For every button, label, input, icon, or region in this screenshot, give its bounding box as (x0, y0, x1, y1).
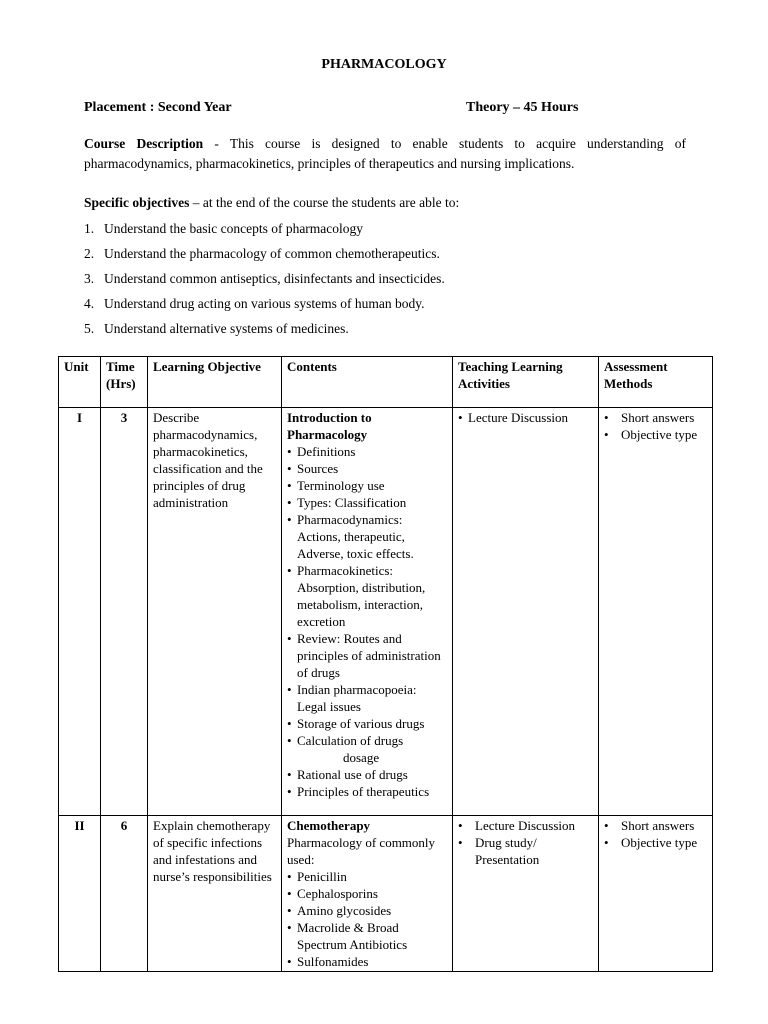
header-time: Time (Hrs) (101, 357, 148, 408)
theory-hours-label: Theory – 45 Hours (466, 100, 579, 115)
list-item: • Sulfonamides (287, 953, 447, 970)
objective-number: 4. (84, 296, 95, 311)
header-contents: Contents (282, 357, 453, 408)
page-title: PHARMACOLOGY (321, 57, 447, 72)
objective-text: Understand alternative systems of medicines. (104, 321, 349, 336)
list-item: • Indian pharmacopoeia: Legal issues (287, 681, 447, 715)
contents-intro: Pharmacology of commonly used: (287, 835, 436, 867)
objective-item (84, 221, 445, 246)
teaching-list (458, 817, 593, 868)
contents-cell (282, 816, 453, 972)
unit-cell: I (59, 408, 101, 816)
list-item-continuation: dosage (343, 750, 380, 765)
header-teaching: Teaching Learning Activities (453, 357, 599, 408)
time-cell: 3 (101, 408, 148, 816)
course-description-text: - This course is designed to enable students to acquire understanding of pharmacodynamics, pharmacokinetics, principles of therapeutics and nursing implications. (84, 136, 686, 171)
teaching-list (458, 409, 593, 426)
list-item: • Principles of therapeutics (287, 783, 447, 800)
list-item: • Lecture Discussion (458, 409, 593, 426)
objective-text: Understand common antiseptics, disinfectants and insecticides. (104, 271, 445, 286)
list-item: • Rational use of drugs (287, 766, 447, 783)
contents-cell (282, 408, 453, 816)
assessment-cell (599, 816, 713, 972)
list-item: • Amino glycosides (287, 902, 447, 919)
contents-title: Chemotherapy (287, 818, 371, 833)
header-assessment: Assessment Methods (599, 357, 713, 408)
objective-number: 2. (84, 246, 95, 261)
contents-title: Introduction to Pharmacology (287, 410, 372, 442)
time-cell: 6 (101, 816, 148, 972)
header-objective: Learning Objective (148, 357, 282, 408)
list-item: • Penicillin (287, 868, 447, 885)
list-item-text: Calculation of drugs (297, 733, 404, 748)
contents-list (287, 443, 447, 800)
list-item: • Storage of various drugs (287, 715, 447, 732)
specific-objectives-intro (84, 195, 459, 211)
teaching-cell (453, 408, 599, 816)
objective-text: Understand the basic concepts of pharmacology (104, 221, 364, 236)
objective-item (84, 321, 445, 346)
objective-text: Understand the pharmacology of common chemotherapeutics. (104, 246, 440, 261)
course-table (58, 356, 713, 972)
objective-text: Understand drug acting on various systems of human body. (104, 296, 425, 311)
objective-cell: Explain chemotherapy of specific infections and infestations and nurse’s responsibilities (148, 816, 282, 972)
course-description-label: Course Description (84, 136, 204, 151)
list-item: • Lecture Discussion (458, 817, 593, 834)
list-item: • Short answers (604, 409, 707, 426)
list-item: • Sources (287, 460, 447, 477)
assessment-list (604, 409, 707, 443)
header-unit: Unit (59, 357, 101, 408)
specific-objectives-label: Specific objectives (84, 195, 190, 210)
objective-cell: Describe pharmacodynamics, pharmacokinetics, classification and the principles of drug administration (148, 408, 282, 816)
course-description (84, 134, 686, 174)
table-row (59, 816, 713, 972)
objective-number: 3. (84, 271, 95, 286)
objectives-list (84, 221, 445, 346)
list-item: • Terminology use (287, 477, 447, 494)
objective-item (84, 246, 445, 271)
objective-item (84, 296, 445, 321)
list-item: • Short answers (604, 817, 707, 834)
objective-item (84, 271, 445, 296)
list-item: • Definitions (287, 443, 447, 460)
teaching-cell (453, 816, 599, 972)
unit-cell: II (59, 816, 101, 972)
list-item: • Pharmacokinetics: Absorption, distribution, metabolism, interaction, excretion (287, 562, 447, 630)
list-item: • Macrolide & Broad Spectrum Antibiotics (287, 919, 447, 953)
assessment-cell (599, 408, 713, 816)
table-header-row (59, 357, 713, 408)
list-item: • Review: Routes and principles of administration of drugs (287, 630, 447, 681)
objective-number: 5. (84, 321, 95, 336)
list-item: • Drug study/ Presentation (458, 834, 593, 868)
list-item: • Objective type (604, 834, 707, 851)
specific-objectives-text: – at the end of the course the students are able to: (189, 195, 460, 210)
list-item: • Pharmacodynamics: Actions, therapeutic, Adverse, toxic effects. (287, 511, 447, 562)
list-item: • Types: Classification (287, 494, 447, 511)
list-item: • Objective type (604, 426, 707, 443)
assessment-list (604, 817, 707, 851)
objective-number: 1. (84, 221, 95, 236)
contents-list (287, 868, 447, 970)
list-item (287, 732, 447, 766)
list-item: • Cephalosporins (287, 885, 447, 902)
placement-label: Placement : Second Year (84, 100, 232, 115)
table-row (59, 408, 713, 816)
